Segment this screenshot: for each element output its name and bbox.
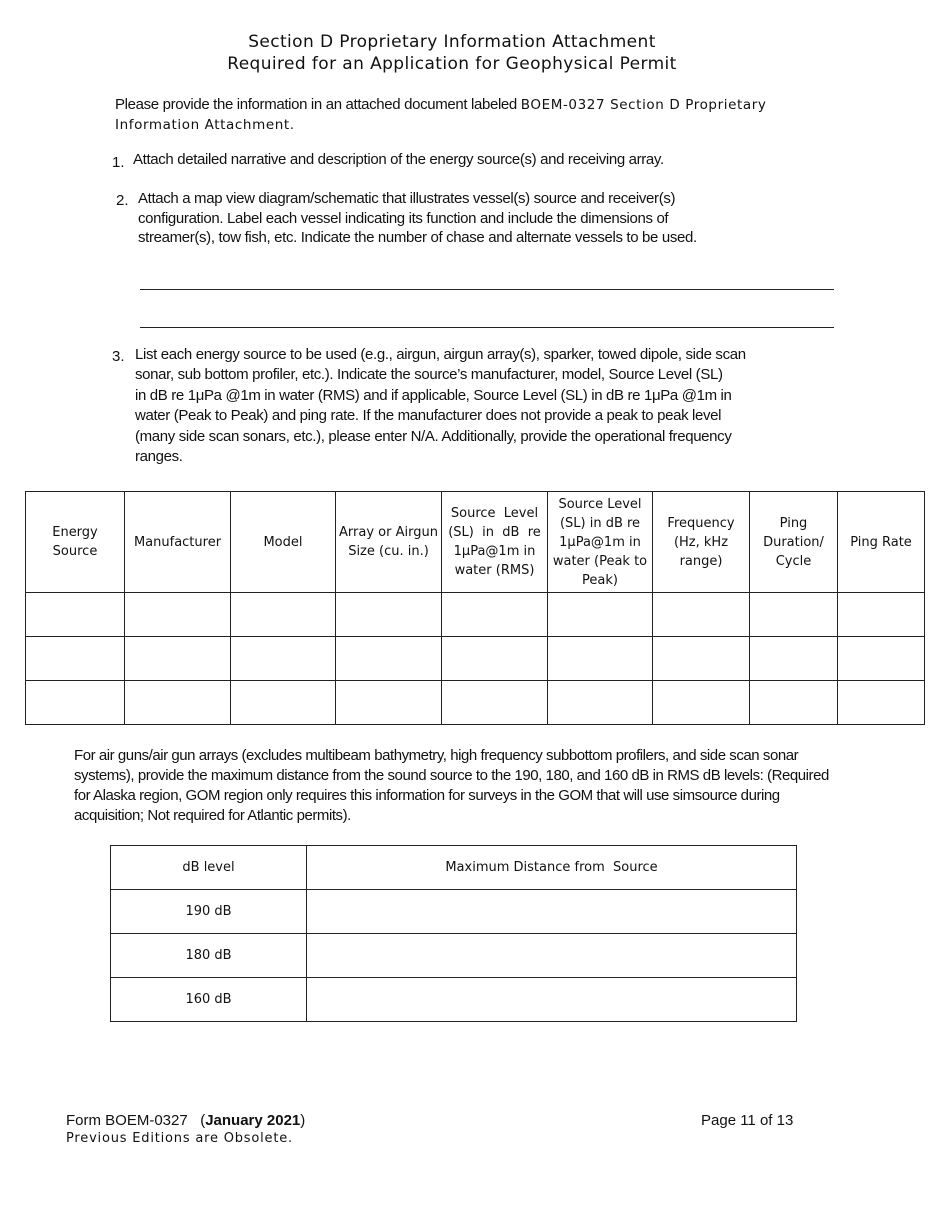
distance-cell[interactable] [307,890,797,934]
attachment-label-part1: BOEM-0327 Section D Proprietary [520,97,767,113]
db-distance-table [110,845,797,1022]
header-db-level: dB level [111,846,307,890]
header-array-size: Array or Airgun Size (cu. in.) [336,492,442,593]
distance-cell[interactable] [307,978,797,1022]
header-max-distance: Maximum Distance from Source [307,846,797,890]
table-cell[interactable] [442,681,548,725]
intro-text: Please provide the information in an attached document labeled [115,96,521,113]
item-3-line: ranges. [135,448,183,466]
page-number: Page 11 of 13 [701,1112,794,1129]
table-row [26,637,925,681]
table-cell[interactable] [442,593,548,637]
page-title: Section D Proprietary Information Attachment [248,32,656,52]
energy-table-header-row [26,492,925,593]
airgun-paragraph [74,746,924,826]
intro-paragraph [115,95,835,135]
table-cell[interactable] [125,637,231,681]
table-row [111,978,797,1022]
table-cell[interactable] [231,637,336,681]
table-cell[interactable] [838,593,925,637]
table-cell[interactable] [838,681,925,725]
table-cell[interactable] [548,681,653,725]
table-cell[interactable] [336,637,442,681]
table-cell[interactable] [26,637,125,681]
item-3-number: 3. [112,348,125,365]
airgun-line: For air guns/air gun arrays (excludes multibeam bathymetry, high frequency subbottom profilers, and side scan sonar [74,747,799,764]
header-ping-duration: Ping Duration/ Cycle [750,492,838,593]
header-source-level-peak: Source Level (SL) in dB re 1μPa@1m in water (Peak to Peak) [548,492,653,593]
table-cell[interactable] [442,637,548,681]
item-2-line: configuration. Label each vessel indicating its function and include the dimensions of [138,209,669,227]
item-3-line: in dB re 1μPa @1m in water (RMS) and if applicable, Source Level (SL) in dB re 1μPa @1m in [135,386,732,404]
table-cell[interactable] [231,593,336,637]
table-cell[interactable] [336,681,442,725]
item-3-text [135,345,855,467]
attachment-label-part2: Information Attachment. [115,117,295,133]
header-model: Model [231,492,336,593]
answer-line[interactable] [140,289,834,290]
table-cell[interactable] [336,593,442,637]
item-1-text: Attach detailed narrative and description of the energy source(s) and receiving array. [133,151,664,168]
item-3-line: List each energy source to be used (e.g., airgun, airgun array(s), sparker, towed dipole, side scan [135,346,746,363]
airgun-line: for Alaska region, GOM region only requires this information for surveys in the GOM that will use simsource during [74,787,780,804]
db-table-header-row [111,846,797,890]
table-cell[interactable] [750,637,838,681]
header-source-level-rms: Source Level (SL) in dB re 1μPa@1m in water (RMS) [442,492,548,593]
obsolete-notice: Previous Editions are Obsolete. [66,1131,293,1146]
item-3-line: sonar, sub bottom profiler, etc.). Indicate the source’s manufacturer, model, Source Level (SL) [135,366,723,384]
table-row [111,934,797,978]
airgun-line: systems), provide the maximum distance from the sound source to the 190, 180, and 160 dB in RMS dB levels: (Required [74,767,829,784]
table-cell[interactable] [653,637,750,681]
energy-source-table [25,491,925,725]
header-manufacturer: Manufacturer [125,492,231,593]
item-2-number: 2. [116,192,129,209]
db-level-cell: 160 dB [111,978,307,1022]
table-cell[interactable] [125,681,231,725]
item-2-line: streamer(s), tow fish, etc. Indicate the number of chase and alternate vessels to be used. [138,229,697,246]
table-cell[interactable] [26,681,125,725]
item-2-text [138,189,858,248]
header-ping-rate: Ping Rate [838,492,925,593]
table-row [26,593,925,637]
item-2-line: Attach a map view diagram/schematic that illustrates vessel(s) source and receiver(s) [138,190,676,207]
distance-cell[interactable] [307,934,797,978]
db-level-cell: 180 dB [111,934,307,978]
table-cell[interactable] [231,681,336,725]
form-date: January 2021 [205,1112,301,1129]
table-cell[interactable] [653,593,750,637]
header-frequency: Frequency (Hz, kHz range) [653,492,750,593]
table-cell[interactable] [125,593,231,637]
table-cell[interactable] [838,637,925,681]
table-cell[interactable] [548,593,653,637]
table-cell[interactable] [750,681,838,725]
table-cell[interactable] [653,681,750,725]
table-cell[interactable] [26,593,125,637]
form-number: Form BOEM-0327 (January 2021) [66,1112,306,1129]
page-subtitle: Required for an Application for Geophysical Permit [227,54,677,74]
table-cell[interactable] [548,637,653,681]
answer-line[interactable] [140,327,834,328]
item-3-line: water (Peak to Peak) and ping rate. If the manufacturer does not provide a peak to peak level [135,407,722,425]
item-3-line: (many side scan sonars, etc.), please enter N/A. Additionally, provide the operational frequency [135,427,732,445]
db-level-cell: 190 dB [111,890,307,934]
table-row [26,681,925,725]
table-cell[interactable] [750,593,838,637]
item-1-number: 1. [112,154,125,171]
airgun-line: acquisition; Not required for Atlantic permits). [74,807,351,824]
header-energy-source: Energy Source [26,492,125,593]
table-row [111,890,797,934]
